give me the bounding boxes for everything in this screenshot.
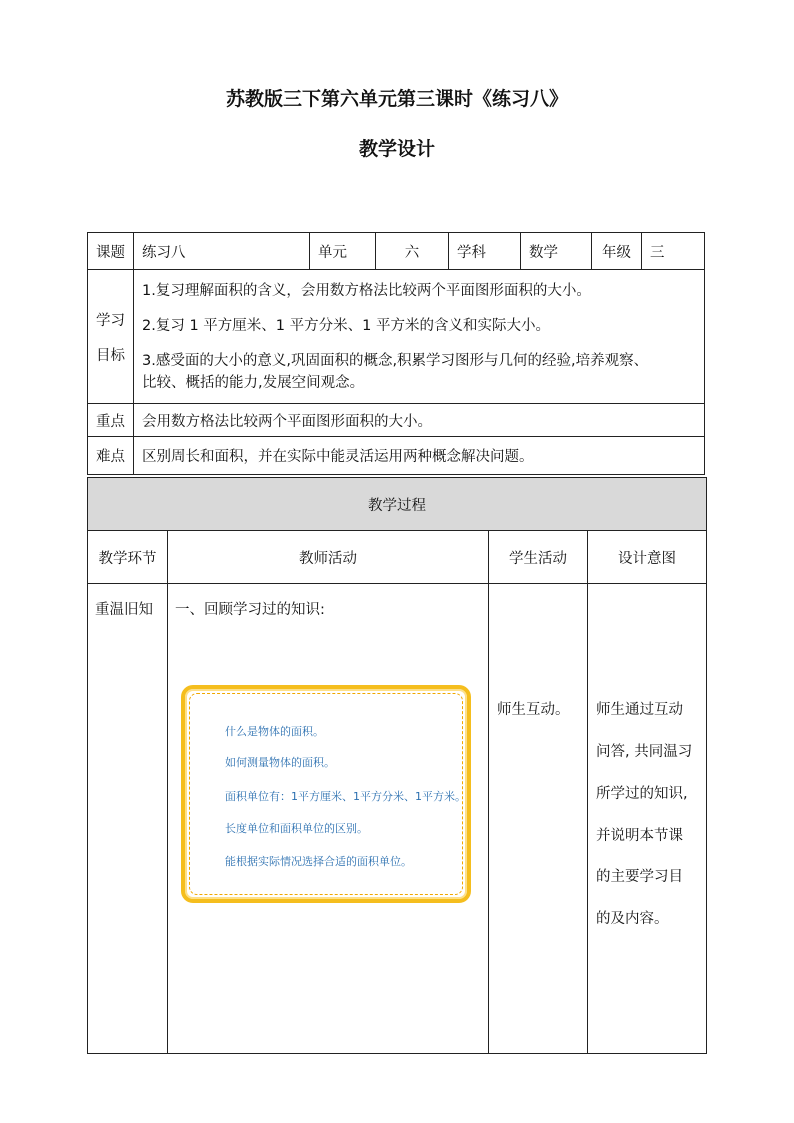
goal-item: 2.复习 1 平方厘米、1 平方分米、1 平方米的含义和实际大小。 (142, 317, 550, 334)
knowledge-review-card (181, 685, 471, 903)
process-header: 教学过程 (88, 478, 707, 531)
col-purpose: 设计意图 (588, 531, 707, 584)
goals-cell (134, 270, 705, 404)
difficulty-value: 区别周长和面积，并在实际中能灵活运用两种概念解决问题。 (134, 437, 705, 475)
grade-value: 三 (642, 233, 705, 270)
key-value: 会用数方格法比较两个平面图形面积的大小。 (134, 404, 705, 437)
card-line: 如何测量物体的面积。 (225, 756, 335, 769)
col-student: 学生活动 (489, 531, 588, 584)
card-line: 长度单位和面积单位的区别。 (225, 822, 368, 835)
goal-item: 1.复习理解面积的含义，会用数方格法比较两个平面图形面积的大小。 (142, 282, 591, 299)
stage-cell (88, 584, 168, 1054)
teacher-intro: 一、回顾学习过的知识: (175, 602, 325, 618)
purpose-line: 的及内容。 (596, 911, 669, 927)
goals-label-line-1: 学习 (96, 312, 125, 329)
purpose-line: 问答, 共同温习 (596, 744, 693, 760)
lesson-info-table (87, 232, 705, 475)
purpose-line: 师生通过互动 (596, 702, 683, 718)
subject-label: 学科 (449, 233, 521, 270)
goals-label-line-2: 目标 (96, 347, 125, 364)
purpose-line: 的主要学习目 (596, 869, 683, 885)
grade-label: 年级 (592, 233, 642, 270)
stage-value: 重温旧知 (95, 602, 153, 618)
purpose-cell (588, 584, 707, 1054)
topic-value: 练习八 (134, 233, 310, 270)
document-subtitle: 教学设计 (358, 138, 435, 160)
unit-label: 单元 (310, 233, 376, 270)
key-label: 重点 (88, 404, 134, 437)
card-line: 能根据实际情况选择合适的面积单位。 (225, 855, 412, 868)
purpose-line: 所学过的知识, (596, 786, 688, 802)
col-stage: 教学环节 (88, 531, 168, 584)
card-line: 什么是物体的面积。 (225, 725, 324, 738)
purpose-line: 并说明本节课 (596, 828, 683, 844)
goal-item: 3.感受面的大小的意义,巩固面积的概念,积累学习图形与几何的经验,培养观察、 (142, 352, 649, 369)
goal-item: 比较、概括的能力,发展空间观念。 (142, 374, 365, 391)
topic-label: 课题 (88, 233, 134, 270)
student-cell (489, 584, 588, 1054)
difficulty-label: 难点 (88, 437, 134, 475)
card-line: 面积单位有：1平方厘米、1平方分米、1平方米。 (225, 790, 466, 803)
unit-value: 六 (376, 233, 449, 270)
document-title: 苏教版三下第六单元第三课时《练习八》 (225, 88, 568, 110)
subject-value: 数学 (521, 233, 592, 270)
col-teacher: 教师活动 (168, 531, 489, 584)
goals-label (88, 270, 134, 404)
student-activity: 师生互动。 (497, 702, 570, 718)
